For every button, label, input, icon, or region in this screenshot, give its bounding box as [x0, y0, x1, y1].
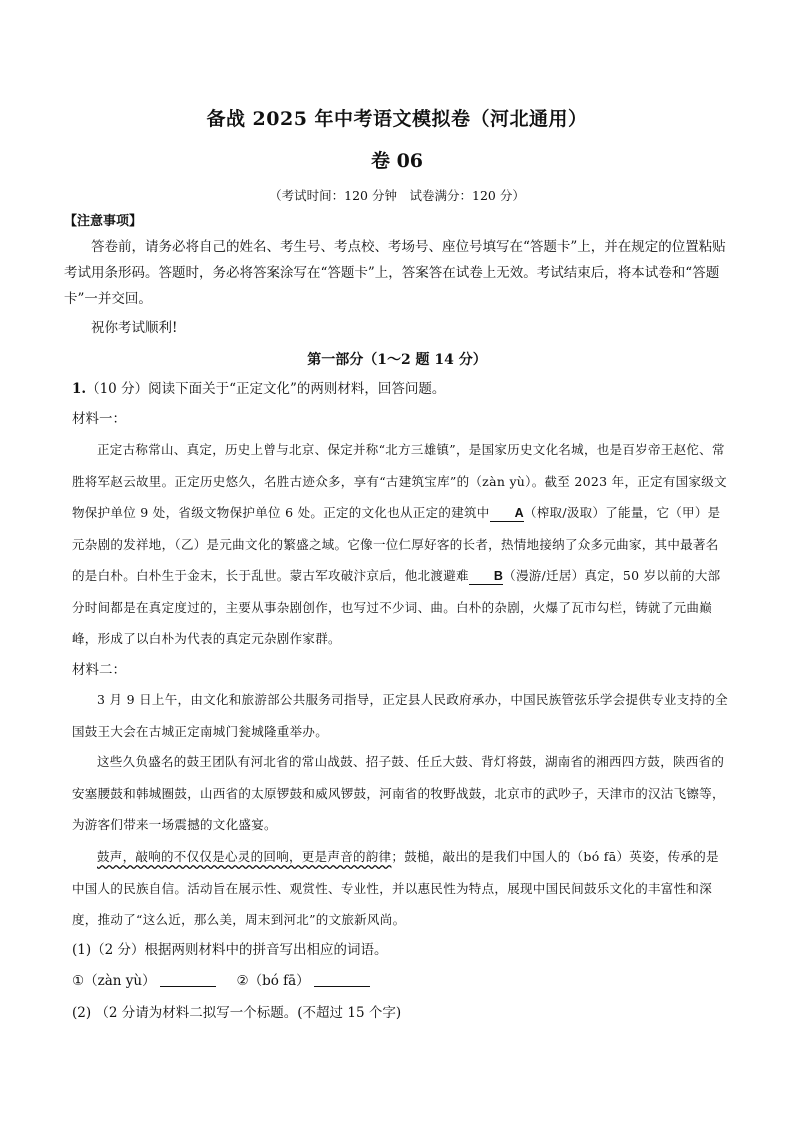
- subquestion-2: (2) （2 分请为材料二拟写一个标题。(不超过 15 个字): [72, 1005, 402, 1021]
- material-1-part-b: （榨取/汲取）了能量，它（甲）是元杂剧的发祥地，（乙）是元曲文化的繁盛之域。它像一位仁厚好客的长者，热情地接纳了众多元曲家，其中最著名的是白朴。白朴生于金末，长于乱世。蒙古军攻破汴京后，他北渡避难: [72, 505, 721, 583]
- section-title: 第一部分（1～2 题 14 分）: [307, 352, 487, 368]
- good-luck-text: 祝你考试顺利!: [91, 320, 178, 336]
- subquestion-1: (1)（2 分）根据两则材料中的拼音写出相应的词语。: [72, 942, 388, 958]
- notes-heading: 【注意事项】: [64, 214, 143, 229]
- material-2-paragraph-3-rest: ；鼓槌，敲出的是我们中国人的（bó fā）英姿，传承的是中国人的民族自信。活动旨在展示性、观赏性、专业性，并以惠民性为特点，展现中国民间鼓乐文化的丰富性和深度，推动了“这么近，那么美，周末到河北”的文旅新风尚。: [72, 849, 719, 927]
- question-score: （10 分）: [86, 381, 149, 397]
- material-1-text: [72, 434, 730, 655]
- question-1-stem: [72, 377, 445, 397]
- material-1-part-c: （漫游/迁居）真定，50 岁以前的大部分时间都是在真定度过的，主要从事杂剧创作，也写过不少词、曲。白朴的杂剧，火爆了瓦市勾栏，铸就了元曲巅峰，形成了以白朴为代表的真定元杂剧作家群。: [72, 568, 721, 646]
- material-2-paragraph-2: 这些久负盛名的鼓王团队有河北省的常山战鼓、招子鼓、任丘大鼓、背灯将鼓，湖南省的湘西四方鼓，陕西省的安塞腰鼓和韩城圈鼓，山西省的太原锣鼓和威风锣鼓，河南省的牧野战鼓，北京市的武吵子，天津市的汉沽飞镲等，为游客们带来一场震撼的文化盛宴。: [72, 754, 725, 832]
- fill-blank-b: B: [469, 569, 503, 585]
- material-2-label: 材料二：: [72, 662, 126, 678]
- material-1-part-a: 正定古称常山、真定，历史上曾与北京、保定并称“北方三雄镇”，是国家历史文化名城，也是百岁帝王赵佗、常胜将军赵云故里。正定历史悠久，名胜古迹众多，享有“古建筑宝库”的（zàn yù）。截至 2023 年，正定有国家级文物保护单位 9 处，省级文物保护单位 6 处。正定的文化也从正定的建筑中: [72, 442, 727, 520]
- answer-blank-2[interactable]: [314, 972, 370, 987]
- question-text: 阅读下面关于“正定文化”的两则材料，回答问题。: [148, 381, 446, 397]
- answer-blank-1[interactable]: [160, 972, 216, 987]
- answer-item-2: ②（bó fā）: [236, 973, 310, 989]
- page-title: 备战 2025 年中考语文模拟卷（河北通用）: [206, 108, 588, 130]
- wavy-underlined-sentence: 鼓声，敲响的不仅仅是心灵的回响，更是声音的韵律: [97, 849, 392, 864]
- material-1-label: 材料一：: [72, 411, 126, 427]
- fill-blank-a: A: [490, 506, 524, 522]
- notes-paragraph: 答卷前，请务必将自己的姓名、考生号、考点校、考场号、座位号填写在“答题卡”上，并在规定的位置粘贴考试用条形码。答题时，务必将答案涂写在“答题卡”上，答案答在试卷上无效。考试结束后，将本试卷和“答题卡”一并交回。: [64, 239, 726, 307]
- paper-number: 卷 06: [370, 150, 424, 172]
- answer-item-1: ①（zàn yù）: [72, 973, 156, 989]
- subquestion-1-answers: [72, 969, 370, 989]
- material-2-paragraph-3: [72, 841, 730, 936]
- exam-info: （考试时间：120 分钟 试卷满分：120 分）: [269, 188, 525, 203]
- question-number: 1.: [72, 381, 87, 397]
- material-2-paragraph-1: 3 月 9 日上午，由文化和旅游部公共服务司指导，正定县人民政府承办，中国民族管弦乐学会提供专业支持的全国鼓王大会在古城正定南城门瓮城隆重举办。: [72, 692, 728, 739]
